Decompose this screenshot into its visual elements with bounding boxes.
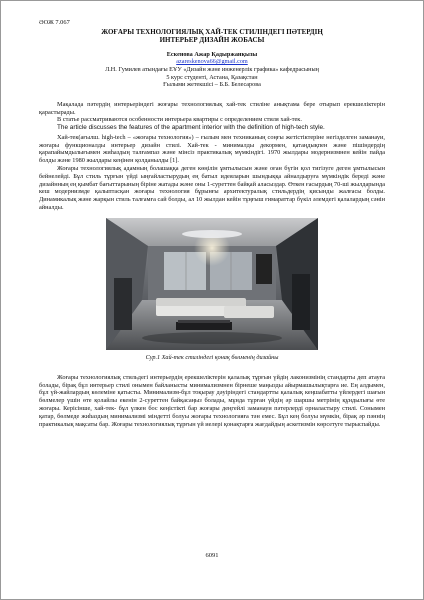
paper-title <box>39 28 385 45</box>
author-block <box>39 51 385 89</box>
author-email-link[interactable]: azareskenova66@gmail.com <box>176 58 248 66</box>
body-section-1 <box>39 134 385 212</box>
abstract-en: The article discusses the features of the apartment interior with the definition of high-tech style. <box>57 124 325 132</box>
paper-title-line-2: ИНТЕРЬЕР ДИЗАЙН ЖОБАСЫ <box>159 36 265 45</box>
author-name: Ескенова Ажар Қадыржанқызы <box>166 50 258 58</box>
living-room-image <box>106 218 318 350</box>
author-supervisor: Ғылыми жетекшісі – Б.Б. Белесарова <box>163 81 261 89</box>
body-paragraph-1: Хай-тек(ағылш. high-tech – «жоғары технология») – ғылым мен техниканың соңғы жетістіктеріне негізделген заманауи, жоғары функционалды интерьер дизайн стилі. Хай-тек - минималды декормен, қатаңдықпен және пішіндердің қарапайымдылығымен жиһаздың талғампаз және мінсіз практикалық мүмкіндігі. 1970 жылдары модернизмнен кейін пайда болды және 1980 жылдары кеңінен қолданылды [1]. <box>39 133 385 165</box>
abstract-ru: В статье рассматриваются особенности интерьера квартиры с определением стиля хай-тек. <box>57 116 302 124</box>
udc-code: ӘОЖ 7.067 <box>39 19 70 26</box>
author-student-info: 5 курс студенті, Астана, Қазақстан <box>166 73 258 81</box>
author-affiliation: Л.Н. Гумилев атындағы ЕҰУ «Дизайн және инженерлік графика» кафедрасының <box>105 66 319 73</box>
page-number: 6091 <box>205 552 219 559</box>
figure-living-room-photo <box>106 218 318 350</box>
abstracts <box>39 101 385 133</box>
body-paragraph-3: Жоғары технологиялық стильдегі интерьердің ерекшеліктерін қалалық тұрғын үйдің лаконизмінің стандарты деп атауға болады, бірақ бұл интерьер стилі онымен байланысты минимализмнен бірнеше маңызды айырмашылықтарға ие. Ең алдымен, бұл үй-жайлардың көлеміне қатысты. Минимализм-бұл тоқырау дәуіріндегі стандартты қалалық кеңшабатты үйлердегі шағын бөлмелер үшін өте қолайлы екенін 2-суреттен байқасаңыз болады, мұнда тұрған үйдің әр шаршы метрінің құндылығы өте жоғары. Керісінше, хай-тек- бұл үлкен бос кеңістікті бар жоғары деңгейлі заманауи пәтерлерді орналастыру стилі. Сонымен қатар, бөлмеде жиһаздың минимализмі міндетті болуы жоғары технологияға тән емес. Бұл кең болуы мүмкін, бірақ әр пәннің практикалық мақсаты бар. Жоғары технологиялық тұрғын үй иелері қонақтарға жағдайдың аскетизмін көрсетуге тырыспайды. <box>39 373 385 428</box>
paper-title-line-1: ЖОҒАРЫ ТЕХНОЛОГИЯЛЫҚ ХАЙ-ТЕК СТИЛІНДЕГІ ПӘТЕРДІҢ <box>101 28 323 36</box>
figure-caption: Сур.1 Хай-тек стиліндегі қонақ бөлменің дизайны <box>145 353 279 361</box>
body-paragraph-2: Жоғары технологиялық адамның болашаққа деген көңілін ұмтылысын және оған бүгін қол тигізуге деген ұмтылысын бейнелейді. Бұл стиль тұрғын үйді ыңғайластырудың ең батыл идеяларын шындыққа айналдыруға мүмкіндік береді және дизайнның ең қымбат бағыттарының біріне жатады және оны 1-суреттен байқай аласыздар. Өткен ғасырдың 70-ші жылдарында кеш модернизмде қалыптасқан жоғары технология бұрынғы архитектуралық стильдердің қисынды жалғасы болды. Динамикалық және жарқын стиль талғамға сай болды, ал 10 жылдан кейін тұңғыш ғимараттар бүкіл әлемдегі қалалардың сәнін айналды. <box>39 164 385 211</box>
body-section-2 <box>39 374 385 429</box>
abstract-kz: Мақалада пәтердің интерьеріндегі жоғары технологиялық хай-тек стиліне анықтама бере отырып ерекшеліктерін қарастырады. <box>39 100 385 116</box>
